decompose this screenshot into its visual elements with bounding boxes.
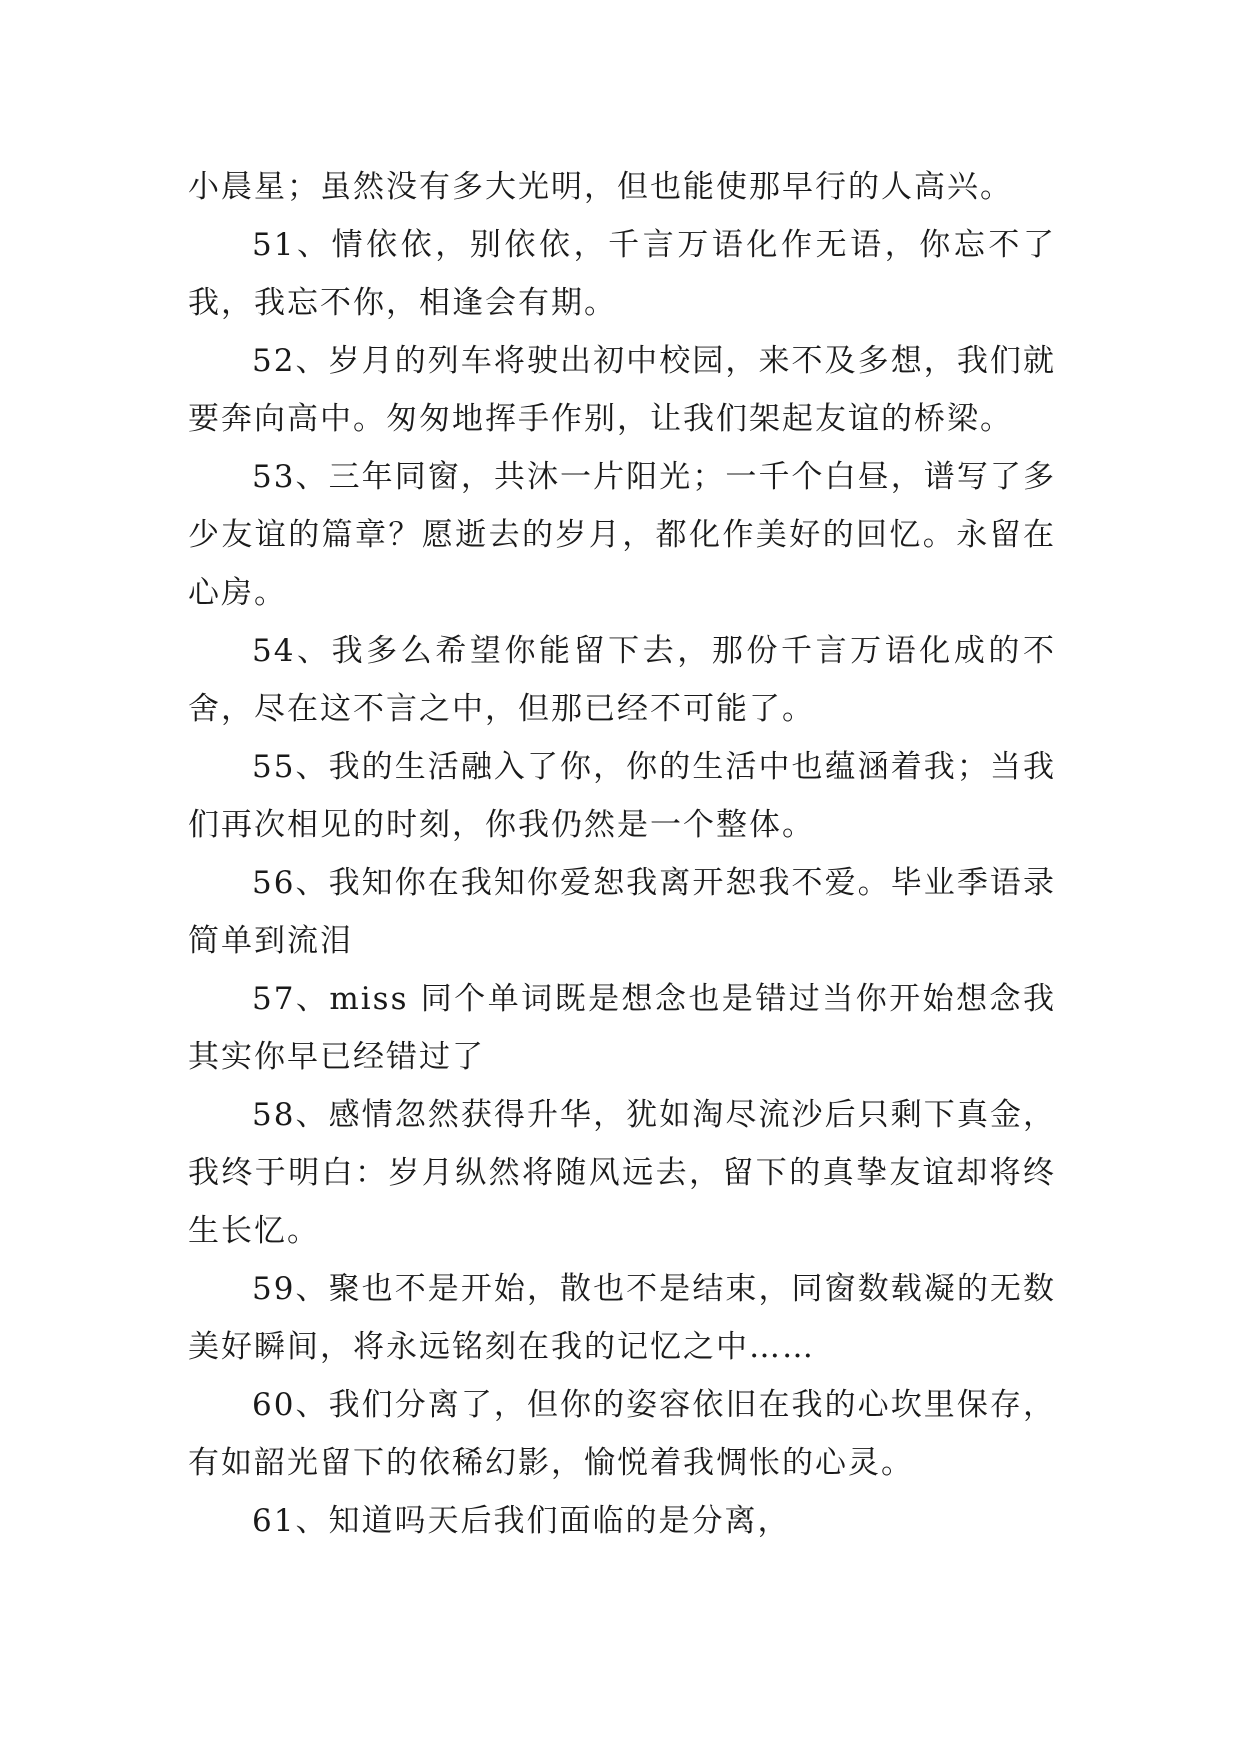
paragraph-52: 52、岁月的列车将驶出初中校园，来不及多想，我们就要奔向高中。匆匆地挥手作别，让我们架起友谊的桥梁。 (188, 343, 1056, 437)
paragraph-57: 57、miss 同个单词既是想念也是错过当你开始想念我其实你早已经错过了 (188, 981, 1056, 1075)
paragraph-55: 55、我的生活融入了你，你的生活中也蕴涵着我；当我们再次相见的时刻，你我仍然是一个整体。 (188, 749, 1056, 843)
paragraph-59: 59、聚也不是开始，散也不是结束，同窗数载凝的无数美好瞬间，将永远铭刻在我的记忆之中…… (188, 1271, 1056, 1365)
paragraph-61: 61、知道吗天后我们面临的是分离， (252, 1503, 791, 1539)
paragraph-53: 53、三年同窗，共沐一片阳光；一千个白昼，谱写了多少友谊的篇章？愿逝去的岁月，都化作美好的回忆。永留在心房。 (188, 459, 1056, 611)
paragraph-54: 54、我多么希望你能留下去，那份千言万语化成的不舍，尽在这不言之中，但那已经不可能了。 (188, 633, 1056, 727)
paragraph-56: 56、我知你在我知你爱恕我离开恕我不爱。毕业季语录简单到流泪 (188, 865, 1056, 959)
paragraph-continuation: 小晨星；虽然没有多大光明，但也能使那早行的人高兴。 (188, 169, 1013, 205)
paragraph-60: 60、我们分离了，但你的姿容依旧在我的心坎里保存，有如韶光留下的依稀幻影，愉悦着我惆怅的心灵。 (188, 1387, 1056, 1481)
paragraph-58: 58、感情忽然获得升华，犹如淘尽流沙后只剩下真金，我终于明白：岁月纵然将随风远去，留下的真挚友谊却将终生长忆。 (188, 1097, 1056, 1249)
paragraph-51: 51、情依依，别依依，千言万语化作无语，你忘不了我，我忘不你，相逢会有期。 (188, 227, 1056, 321)
body-text (188, 158, 1056, 1550)
